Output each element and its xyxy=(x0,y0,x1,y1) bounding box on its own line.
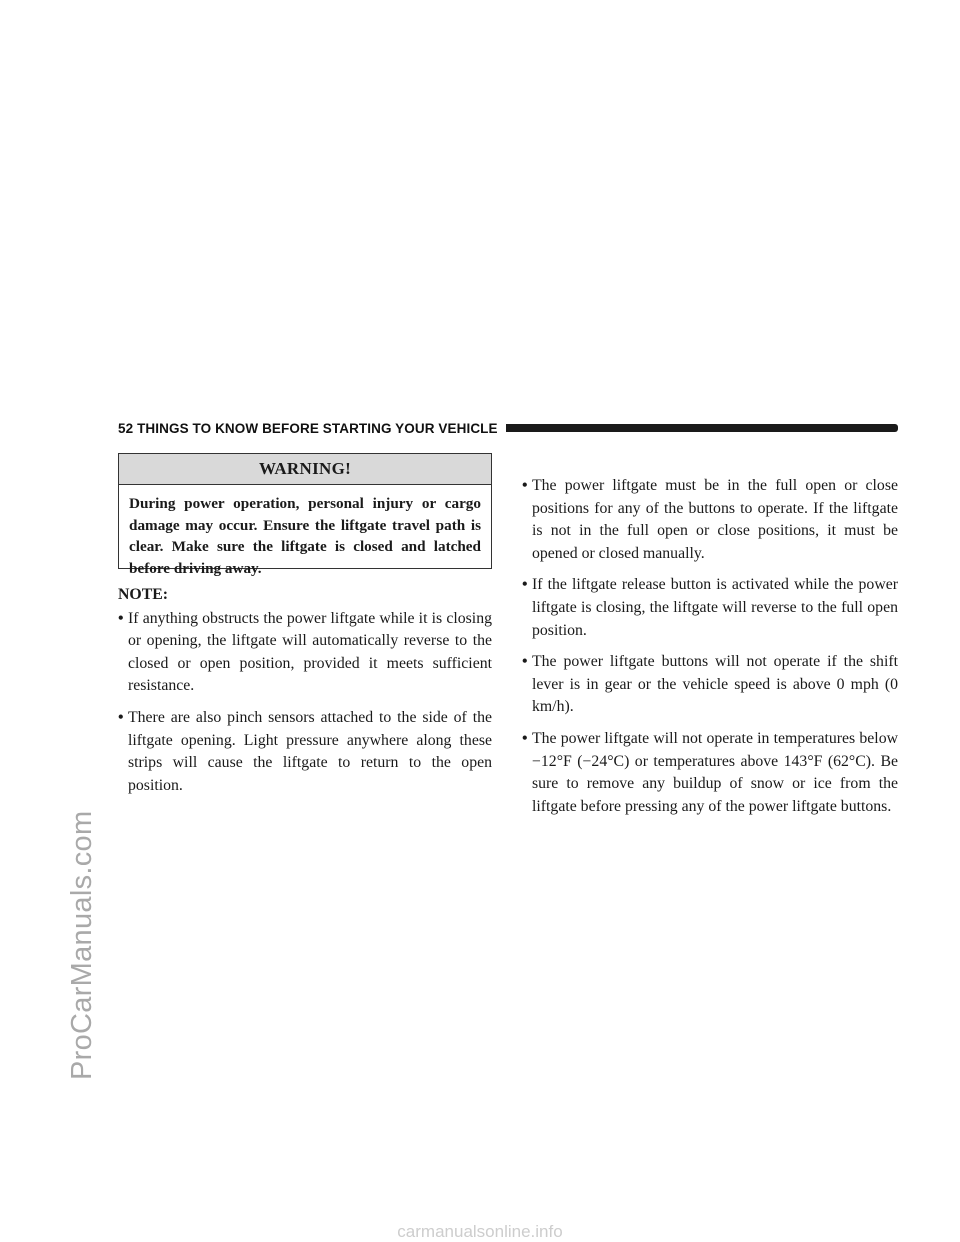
list-item-text: The power liftgate must be in the full open or close positions for any of the buttons to operate. If the liftgate is not in the full open or close positions, it must be opened or closed manually. xyxy=(532,477,898,562)
footer-watermark: carmanualsonline.info xyxy=(397,1222,563,1241)
bullet-icon: • xyxy=(522,477,528,494)
bullet-icon: • xyxy=(118,609,124,627)
list-item xyxy=(118,608,492,698)
note-label: NOTE: xyxy=(118,586,169,603)
list-item-text: If the liftgate release button is activated while the power liftgate is closing, the liftgate will reverse to the full open position. xyxy=(532,576,898,639)
warning-body: During power operation, personal injury or cargo damage may occur. Ensure the liftgate travel path is clear. Make sure the liftgate is closed and latched before driving away. xyxy=(129,495,481,577)
list-item xyxy=(522,728,898,818)
bullet-icon: • xyxy=(522,729,528,747)
page-header xyxy=(118,418,898,438)
warning-title: WARNING! xyxy=(119,454,491,485)
bullet-icon: • xyxy=(118,708,124,726)
right-column xyxy=(522,475,898,827)
list-item-text: The power liftgate will not operate in temperatures below −12°F (−24°C) or temperatures above 143°F (62°C). Be sure to remove any buildup of snow or ice from the liftgate before pressing any of the power liftgate buttons. xyxy=(532,729,898,815)
bullet-icon: • xyxy=(522,576,528,594)
list-item xyxy=(522,651,898,719)
list-item-text: There are also pinch sensors attached to the side of the liftgate opening. Light pressure anywhere along these strips will cause the liftgate to return to the open position. xyxy=(128,708,492,794)
page-header-text: 52 THINGS TO KNOW BEFORE STARTING YOUR VEHICLE xyxy=(118,420,498,436)
list-item-text: The power liftgate buttons will not operate if the shift lever is in gear or the vehicle speed is above 0 mph (0 km/h). xyxy=(532,653,898,716)
bullet-icon: • xyxy=(522,653,528,671)
site-watermark: ProCarManuals.com xyxy=(66,810,98,1080)
warning-box xyxy=(118,453,492,577)
list-item-text: If anything obstructs the power liftgate while it is closing or opening, the liftgate will automatically reverse to the closed or open position, provided it meets sufficient resistance. xyxy=(128,609,492,695)
list-item xyxy=(118,707,492,797)
list-item xyxy=(522,574,898,642)
header-rule xyxy=(506,424,898,432)
left-column xyxy=(118,584,492,806)
list-item xyxy=(522,475,898,565)
